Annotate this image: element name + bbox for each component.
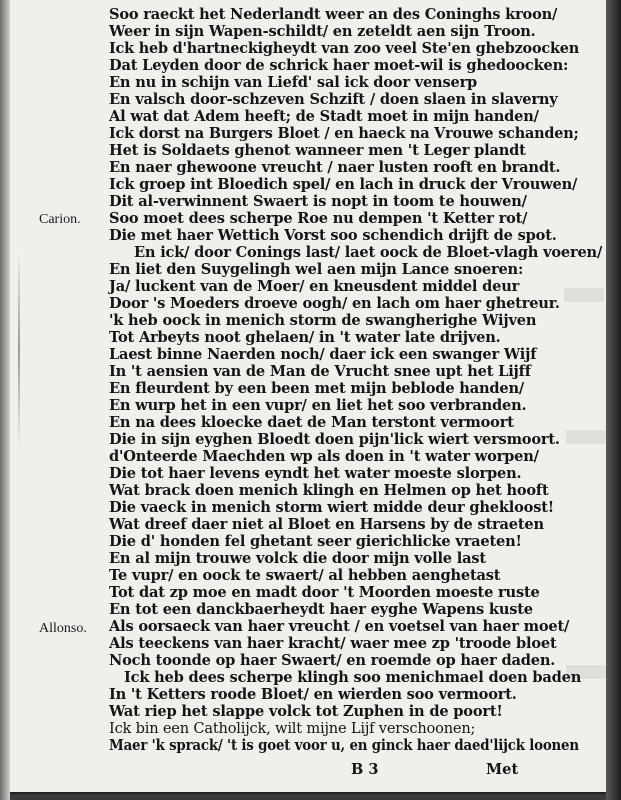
verse-line: Ick heb d'hartneckigheydt van zoo veel Ste'en ghebzoocken <box>109 40 579 57</box>
verse-line: d'Onteerde Maechden wp als doen in 't water worpen/ <box>109 448 539 465</box>
verse-line: Wat brack doen menich klingh en Helmen op het hooft <box>109 482 549 499</box>
verse-line: Dat Leyden door de schrick haer moet-wil is ghedoocken: <box>109 57 569 74</box>
book-spine <box>0 0 10 800</box>
verse-line: En na dees kloecke daet de Man terstont vermoort <box>109 414 514 431</box>
verse-line: Die in sijn eyghen Bloedt doen pijn'lick wiert versmoort. <box>109 431 560 448</box>
verse-line: En fleurdent by een been met mijn beblode handen/ <box>109 380 524 397</box>
verse-line: Ick bin een Catholijck, wilt mijne Lijf verschoonen; <box>109 720 476 737</box>
verse-line: En naer ghewoone vreucht / naer lusten rooft en brandt. <box>109 159 561 176</box>
verse-line: Door 's Moeders droeve oogh/ en lach om haer ghetreur. <box>109 295 560 312</box>
verse-line: En nu in schijn van Liefd' sal ick door venserp <box>109 74 478 91</box>
verse-line: Ja/ luckent van de Moer/ en kneusdent middel deur <box>109 278 520 295</box>
verse-line: En al mijn trouwe volck die door mijn volle last <box>109 550 486 567</box>
verse-line: 'k heb oock in menich storm de swangherighe Wijven <box>109 312 537 329</box>
verse-line: Die met haer Wettich Vorst soo schendich drijft de spot. <box>109 227 557 244</box>
signature-mark: B 3 <box>351 761 379 778</box>
verse-line: En ick/ door Conings last/ laet oock de Bloet-vlagh voeren/ <box>134 244 603 261</box>
ruled-mark <box>18 250 20 450</box>
verse-line: Die d' honden fel ghetant seer gierichlicke vraeten! <box>109 533 522 550</box>
verse-line: Te vupr/ en oock te swaert/ al hebben aenghetast <box>109 567 501 584</box>
verse-line: In 't Ketters roode Bloet/ en wierden soo vermoort. <box>109 686 517 703</box>
verse-line: Wat riep het slappe volck tot Zuphen in de poort! <box>109 703 503 720</box>
verse-line: Die tot haer levens eyndt het water moeste slorpen. <box>109 465 522 482</box>
verse-line: Tot dat zp moe en madt door 't Moorden moeste ruste <box>109 584 540 601</box>
verse-line: Soo moet dees scherpe Roe nu dempen 't Ketter rot/ <box>109 210 528 227</box>
verse-line: Die vaeck in menich storm wiert midde deur ghekloost! <box>109 499 554 516</box>
margin-note-carion: Carion. <box>39 212 81 227</box>
verse-line: Soo raeckt het Nederlandt weer an des Coninghs kroon/ <box>109 6 558 23</box>
margin-note-allonso: Allonso. <box>39 621 87 636</box>
page-edge <box>606 0 621 800</box>
verse-line: In 't aensien van de Man de Vrucht snee upt het Lijff <box>109 363 531 380</box>
bleed-through <box>566 430 606 444</box>
verse-line: Ick groep int Bloedich spel/ en lach in druck der Vrouwen/ <box>109 176 578 193</box>
verse-line: Het is Soldaets ghenot wanneer men 't Leger plandt <box>109 142 526 159</box>
verse-line: Weer in sijn Wapen-schildt/ en zeteldt aen sijn Troon. <box>109 23 536 40</box>
verse-line: En wurp het in een vupr/ en liet het soo verbranden. <box>109 397 527 414</box>
verse-line: Ick dorst na Burgers Bloet / en haeck na Vrouwe schanden; <box>109 125 579 142</box>
book-page <box>6 0 606 792</box>
verse-line: Tot Arbeyts noot ghelaen/ in 't water late drijven. <box>109 329 501 346</box>
bleed-through <box>564 288 604 302</box>
verse-line: Ick heb dees scherpe klingh soo menichmael doen baden <box>124 669 582 686</box>
verse-line: Maer 'k sprack/ 't is goet voor u, en ginck haer daed'lijck loonen <box>109 737 579 754</box>
verse-line: Laest binne Naerden noch/ daer ick een swanger Wijf <box>109 346 537 363</box>
verse-line: Wat dreef daer niet al Bloet en Harsens by de straeten <box>109 516 544 533</box>
verse-line: Noch toonde op haer Swaert/ en roemde op haer daden. <box>109 652 556 669</box>
verse-line: Dit al-verwinnent Swaert is nopt in toom te houwen/ <box>109 193 527 210</box>
catchword: Met <box>486 761 519 778</box>
verse-line: En tot een danckbaerheydt haer eyghe Wapens kuste <box>109 601 533 618</box>
verse-line: Als oorsaeck van haer vreucht / en voetsel van haer moet/ <box>109 618 570 635</box>
verse-line: En liet den Suygelingh wel aen mijn Lance snoeren: <box>109 261 524 278</box>
verse-line: En valsch door-schzeven Schzift / doen slaen in slaverny <box>109 91 558 108</box>
verse-line: Als teeckens van haer kracht/ waer mee zp 'troode bloet <box>109 635 557 652</box>
verse-line: Al wat dat Adem heeft; de Stadt moet in mijn handen/ <box>109 108 539 125</box>
